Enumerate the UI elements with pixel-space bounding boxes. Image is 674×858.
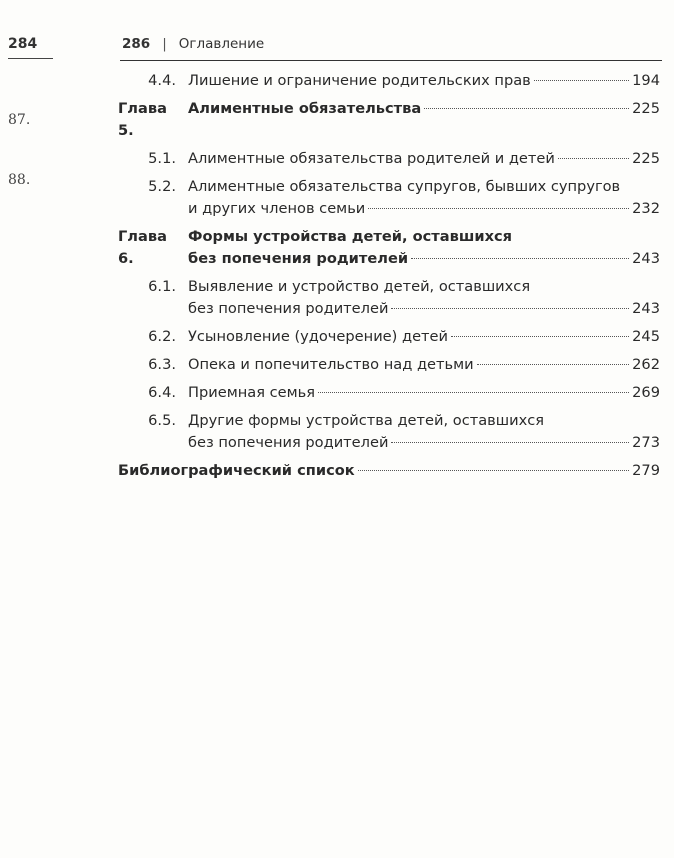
- section-title: Оглавление: [178, 36, 265, 52]
- entry-title: Алиментные обязательства: [188, 100, 422, 117]
- entry-title: Формы устройства детей, оставшихся: [188, 228, 513, 245]
- entry-page: 243: [632, 300, 660, 317]
- entry-body: [188, 98, 660, 142]
- running-header: [122, 36, 264, 52]
- entry-number: 4.4.: [148, 72, 176, 89]
- toc-entry: [118, 176, 660, 220]
- entry-title: Другие формы устройства детей, оставшихся: [188, 412, 545, 429]
- entry-page: 225: [632, 150, 660, 167]
- left-footnote-ref: 88.: [8, 172, 31, 188]
- entry-title: Лишение и ограничение родительских прав: [188, 72, 531, 89]
- table-of-contents: [118, 70, 660, 488]
- entry-page: 262: [632, 356, 660, 373]
- entry-line: [188, 198, 660, 220]
- dot-leader: [391, 442, 629, 443]
- entry-line: [188, 248, 660, 270]
- toc-entry: [118, 148, 660, 170]
- entry-line: [188, 148, 660, 170]
- entry-line: [188, 354, 660, 376]
- entry-title: без попечения родителей: [188, 250, 409, 267]
- entry-body: [188, 410, 660, 454]
- entry-body: [188, 354, 660, 376]
- dot-leader: [451, 336, 629, 337]
- entry-title: без попечения родителей: [188, 434, 389, 451]
- entry-line: [188, 326, 660, 348]
- entry-page: 232: [632, 200, 660, 217]
- entry-page: 225: [632, 100, 660, 117]
- entry-number: 6.5.: [148, 412, 176, 429]
- toc-entry: [118, 410, 660, 454]
- dot-leader: [424, 108, 629, 109]
- entry-body: [188, 276, 660, 320]
- entry-number: 6.3.: [148, 356, 176, 373]
- entry-body: [188, 176, 660, 220]
- entry-line: [188, 70, 660, 92]
- dot-leader: [358, 470, 629, 471]
- toc-entry: [118, 98, 660, 142]
- left-header-rule: [8, 58, 53, 59]
- entry-line: [188, 276, 660, 298]
- entry-body: [188, 226, 660, 270]
- entry-line: [188, 410, 660, 432]
- dot-leader: [534, 80, 629, 81]
- header-separator: |: [162, 36, 167, 52]
- entry-body: [188, 148, 660, 170]
- toc-entry: [118, 226, 660, 270]
- entry-title: Приемная семья: [188, 384, 316, 401]
- entry-line: [188, 298, 660, 320]
- bibliography-entry: [118, 460, 660, 482]
- dot-leader: [368, 208, 629, 209]
- entry-number: 5.2.: [148, 178, 176, 195]
- entry-number: Глава 6.: [118, 228, 167, 267]
- entry-body: [188, 70, 660, 92]
- entry-title: Алиментные обязательства родителей и детей: [188, 150, 555, 167]
- entry-page: 243: [632, 250, 660, 267]
- toc-entry: [118, 70, 660, 92]
- entry-line: [118, 460, 660, 482]
- entry-title: и других членов семьи: [188, 200, 366, 217]
- dot-leader: [411, 258, 629, 259]
- entry-number: 5.1.: [148, 150, 176, 167]
- entry-line: [188, 382, 660, 404]
- dot-leader: [477, 364, 630, 365]
- entry-line: [188, 226, 660, 248]
- entry-line: [188, 432, 660, 454]
- header-rule: [120, 60, 662, 61]
- toc-entry: [118, 326, 660, 348]
- entry-body: [188, 382, 660, 404]
- entry-title: Опека и попечительство над детьми: [188, 356, 474, 373]
- entry-number: Глава 5.: [118, 100, 167, 139]
- toc-entry: [118, 382, 660, 404]
- left-page-number: 284: [8, 36, 38, 52]
- entry-title: Алиментные обязательства супругов, бывших супругов: [188, 178, 621, 195]
- entry-page: 273: [632, 434, 660, 451]
- entry-title: без попечения родителей: [188, 300, 389, 317]
- entry-line: [188, 98, 660, 120]
- entry-title: Выявление и устройство детей, оставшихся: [188, 278, 531, 295]
- entry-line: [188, 176, 660, 198]
- toc-entry: [118, 354, 660, 376]
- entry-body: [188, 326, 660, 348]
- entry-number: 6.2.: [148, 328, 176, 345]
- dot-leader: [558, 158, 629, 159]
- page-number: 286: [122, 36, 151, 52]
- entry-page: 269: [632, 384, 660, 401]
- entry-page: 279: [632, 462, 660, 479]
- entry-number: 6.4.: [148, 384, 176, 401]
- entry-page: 245: [632, 328, 660, 345]
- left-footnote-ref: 87.: [8, 112, 31, 128]
- bibliography-title: Библиографический список: [118, 462, 355, 479]
- toc-entry: [118, 276, 660, 320]
- dot-leader: [391, 308, 629, 309]
- entry-page: 194: [632, 72, 660, 89]
- entry-title: Усыновление (удочерение) детей: [188, 328, 449, 345]
- entry-number: 6.1.: [148, 278, 176, 295]
- dot-leader: [318, 392, 629, 393]
